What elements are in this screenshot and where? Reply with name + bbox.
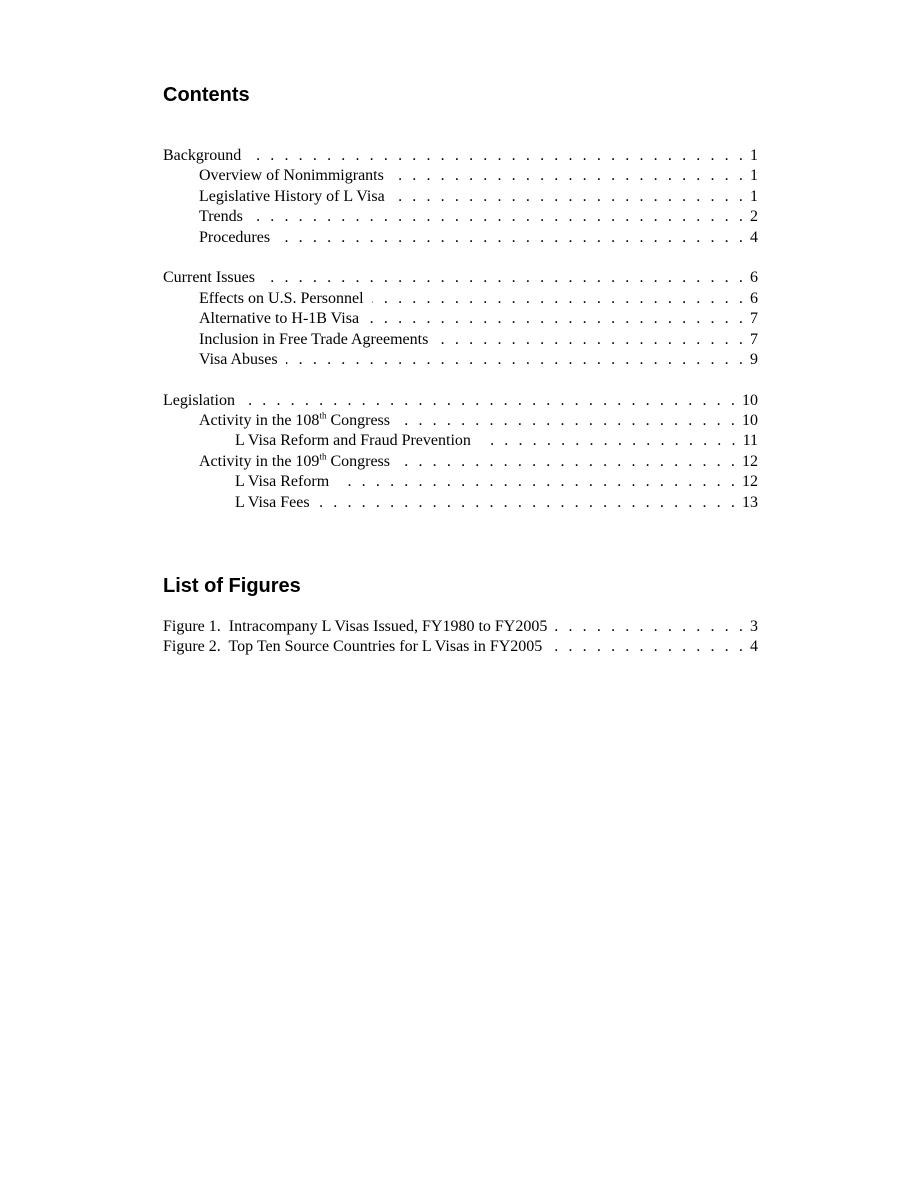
- toc-entry-page: 2: [750, 208, 758, 226]
- dot-leader: [436, 330, 746, 350]
- toc-entry-l-visa-fees[interactable]: [163, 493, 758, 513]
- figure-entry-title: Figure 1. Intracompany L Visas Issued, FY1980 to FY2005: [163, 618, 548, 635]
- dot-leader: [393, 187, 746, 207]
- dot-leader: [249, 146, 746, 166]
- toc-entry-title: Visa Abuses: [199, 350, 278, 368]
- dot-leader: [392, 166, 746, 186]
- list-of-figures-heading: List of Figures: [163, 575, 301, 597]
- toc-entry-title: L Visa Fees: [235, 493, 310, 511]
- toc-entry-title: L Visa Reform: [235, 473, 330, 491]
- dot-leader: [243, 391, 738, 411]
- toc-entry-page: 7: [750, 330, 758, 348]
- dot-leader: [550, 637, 746, 657]
- toc-entry-page: 6: [750, 269, 758, 287]
- toc-entry-page: 1: [750, 187, 758, 205]
- dot-leader: [278, 228, 746, 248]
- figure-entry-2[interactable]: [163, 637, 758, 657]
- contents-heading: Contents: [163, 84, 250, 106]
- dot-leader: [286, 350, 746, 370]
- toc-entry-procedures[interactable]: [163, 228, 758, 248]
- table-of-contents: [163, 146, 758, 513]
- toc-entry-legislation[interactable]: [163, 391, 758, 411]
- toc-entry-page: 1: [750, 167, 758, 185]
- toc-entry-alternative-to-h1b[interactable]: [163, 309, 758, 329]
- dot-leader: [318, 493, 738, 513]
- toc-entry-overview-of-nonimmigrants[interactable]: [163, 166, 758, 186]
- toc-entry-page: 11: [742, 432, 758, 450]
- dot-leader: [479, 431, 739, 451]
- toc-entry-activity-109th-congress[interactable]: [163, 452, 758, 472]
- toc-entry-page: 12: [742, 473, 758, 491]
- toc-entry-title: L Visa Reform and Fraud Prevention: [235, 432, 471, 450]
- dot-leader: [372, 289, 746, 309]
- toc-entry-background[interactable]: [163, 146, 758, 166]
- toc-entry-title: Activity in the 108th Congress: [199, 410, 391, 430]
- dot-leader: [398, 452, 738, 472]
- toc-entry-l-visa-reform-fraud-prevention[interactable]: [163, 431, 758, 451]
- dot-leader: [398, 411, 738, 431]
- toc-entry-title: Activity in the 109th Congress: [199, 451, 391, 470]
- toc-entry-title: Current Issues: [163, 269, 255, 287]
- figure-entry-page: 3: [750, 618, 758, 635]
- figure-entry-page: 4: [750, 638, 758, 656]
- toc-entry-page: 10: [742, 391, 758, 409]
- toc-entry-l-visa-reform[interactable]: [163, 472, 758, 492]
- toc-entry-title: Trends: [199, 208, 243, 226]
- toc-entry-visa-abuses[interactable]: [163, 350, 758, 370]
- toc-entry-page: 10: [742, 412, 758, 430]
- toc-entry-activity-108th-congress[interactable]: [163, 411, 758, 431]
- figure-entry-title: Figure 2. Top Ten Source Countries for L Visas in FY2005: [163, 638, 543, 656]
- toc-entry-title: Legislative History of L Visa: [199, 187, 385, 205]
- toc-entry-effects-on-us-personnel[interactable]: [163, 289, 758, 309]
- toc-entry-current-issues[interactable]: [163, 268, 758, 288]
- toc-entry-page: 4: [750, 228, 758, 246]
- toc-entry-page: 12: [742, 452, 758, 470]
- toc-entry-title: Inclusion in Free Trade Agreements: [199, 330, 429, 348]
- toc-entry-page: 7: [750, 310, 758, 328]
- toc-entry-page: 9: [750, 350, 758, 368]
- dot-leader: [337, 472, 738, 492]
- toc-entry-title: Procedures: [199, 228, 271, 246]
- dot-leader: [367, 309, 746, 329]
- toc-entry-title: Legislation: [163, 391, 235, 409]
- toc-entry-title: Effects on U.S. Personnel: [199, 289, 364, 307]
- toc-entry-page: 6: [750, 289, 758, 307]
- toc-entry-trends[interactable]: [163, 207, 758, 227]
- figure-entry-1[interactable]: [163, 617, 758, 637]
- dot-leader: [555, 617, 746, 637]
- toc-entry-page: 1: [750, 147, 758, 164]
- list-of-figures: [163, 617, 758, 658]
- toc-entry-title: Alternative to H-1B Visa: [199, 310, 360, 328]
- toc-entry-page: 13: [742, 493, 758, 511]
- toc-entry-legislative-history[interactable]: [163, 187, 758, 207]
- dot-leader: [263, 268, 746, 288]
- dot-leader: [251, 207, 746, 227]
- toc-entry-title: Overview of Nonimmigrants: [199, 167, 384, 185]
- toc-entry-title: Background: [163, 147, 242, 164]
- toc-entry-free-trade-agreements[interactable]: [163, 330, 758, 350]
